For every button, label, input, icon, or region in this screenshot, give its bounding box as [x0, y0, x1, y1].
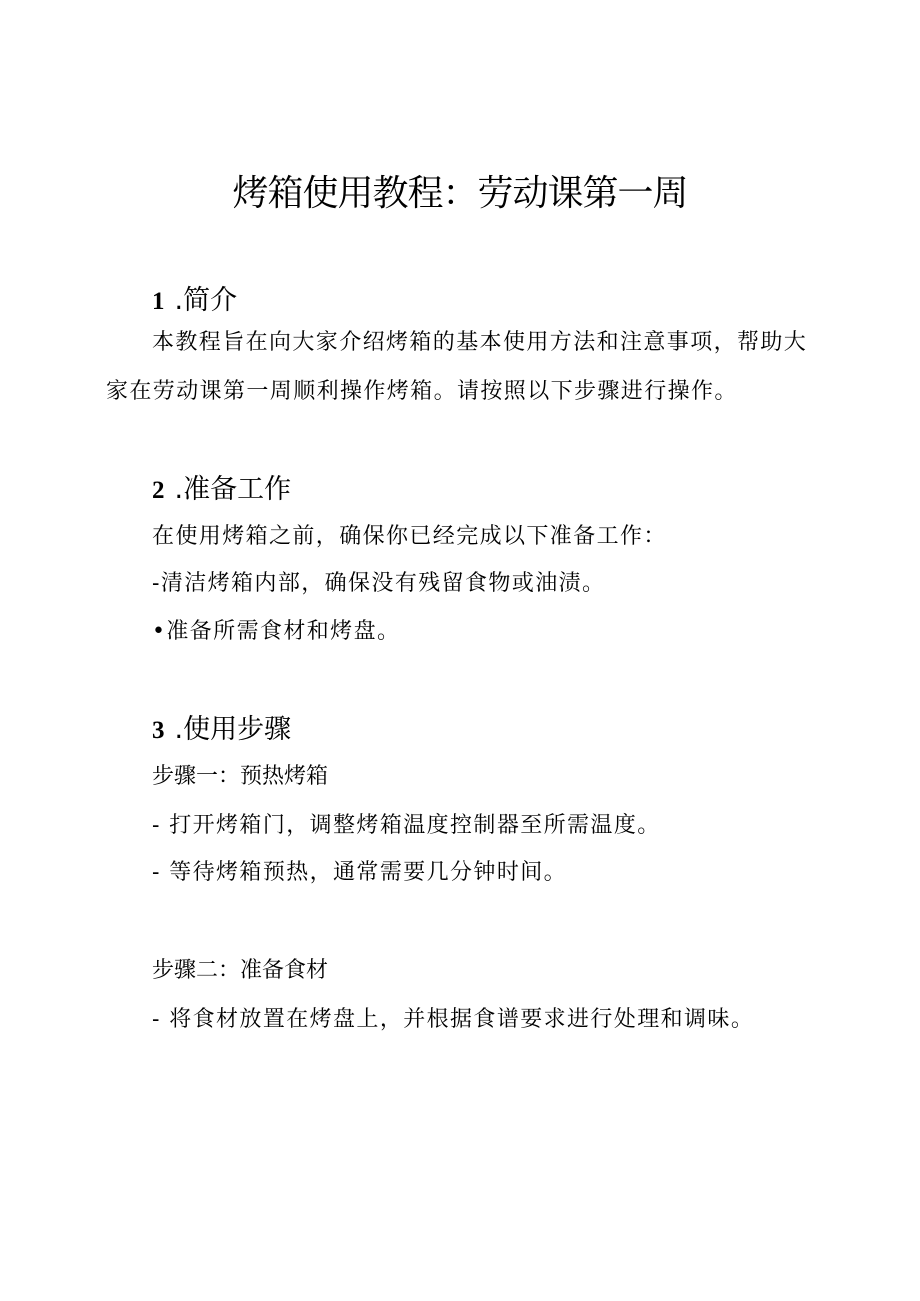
section-2-item-1: -清洁烤箱内部，确保没有残留食物或油渍。: [152, 571, 606, 596]
section-3-heading: [152, 711, 291, 750]
section-title: .准备工作: [174, 474, 292, 505]
section-number: 1: [152, 288, 165, 315]
section-2-intro: 在使用烤箱之前，确保你已经完成以下准备工作：: [152, 524, 667, 549]
section-number: 2: [152, 477, 165, 504]
section-1-paragraph-line-2: 家在劳动课第一周顺利操作烤箱。请按照以下步骤进行操作。: [106, 379, 738, 404]
step-1-item-1: - 打开烤箱门，调整烤箱温度控制器至所需温度。: [152, 813, 661, 838]
document-title: 烤箱使用教程：劳动课第一周: [232, 173, 688, 214]
step-1-title: 步骤一：预热烤箱: [152, 764, 329, 789]
section-1-paragraph-line-1: 本教程旨在向大家介绍烤箱的基本使用方法和注意事项，帮助大: [152, 330, 808, 355]
section-title: .使用步骤: [174, 714, 292, 745]
step-2-title: 步骤二：准备食材: [152, 958, 329, 983]
section-title: .简介: [174, 285, 238, 316]
section-number: 3: [152, 717, 165, 744]
step-2-item-1: - 将食材放置在烤盘上，并根据食谱要求进行处理和调味。: [152, 1007, 755, 1032]
section-2-heading: [152, 471, 291, 510]
section-1-heading: [152, 282, 237, 321]
section-2-item-2: •准备所需食材和烤盘。: [152, 619, 401, 644]
step-1-item-2: - 等待烤箱预热，通常需要几分钟时间。: [152, 860, 568, 885]
